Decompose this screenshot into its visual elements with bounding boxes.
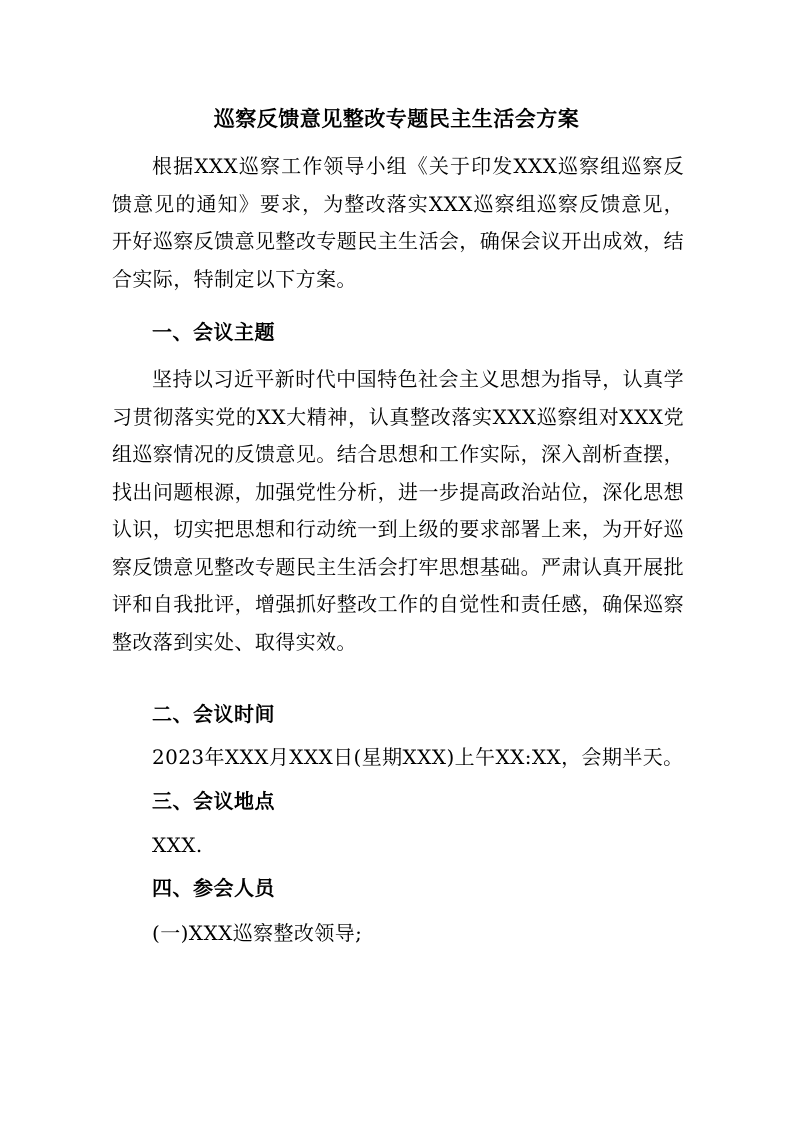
- intro-paragraph: 根据XXX巡察工作领导小组《关于印发XXX巡察组巡察反馈意见的通知》要求，为整改落实XXX巡察组巡察反馈意见，开好巡察反馈意见整改专题民主生活会，确保会议开出成效，结合实际，特制定以下方案。: [112, 154, 684, 291]
- section-body-theme: 坚持以习近平新时代中国特色社会主义思想为指导，认真学习贯彻落实党的XX大精神，认真整改落实XXX巡察组对XXX党组巡察情况的反馈意见。结合思想和工作实际，深入剖析查摆，找出问题根源，加强党性分析，进一步提高政治站位，深化思想认识，切实把思想和行动统一到上级的要求部署上来，为开好巡察反馈意见整改专题民主生活会打牢思想基础。严肃认真开展批评和自我批评，增强抓好整改工作的自觉性和责任感，确保巡察整改落到实处、取得实效。: [112, 367, 684, 654]
- section-heading-attendees: 四、参会人员: [152, 876, 275, 900]
- section-body-location: XXX.: [152, 833, 203, 857]
- document-title: 巡察反馈意见整改专题民主生活会方案: [213, 106, 580, 131]
- section-heading-time: 二、会议时间: [152, 702, 275, 726]
- section-body-time: 2023年XXX月XXX日(星期XXX)上午XX:XX，会期半天。: [152, 745, 684, 769]
- section-heading-theme: 一、会议主题: [152, 320, 275, 344]
- section-heading-location: 三、会议地点: [152, 789, 275, 813]
- section-body-attendees: (一)XXX巡察整改领导;: [152, 921, 363, 945]
